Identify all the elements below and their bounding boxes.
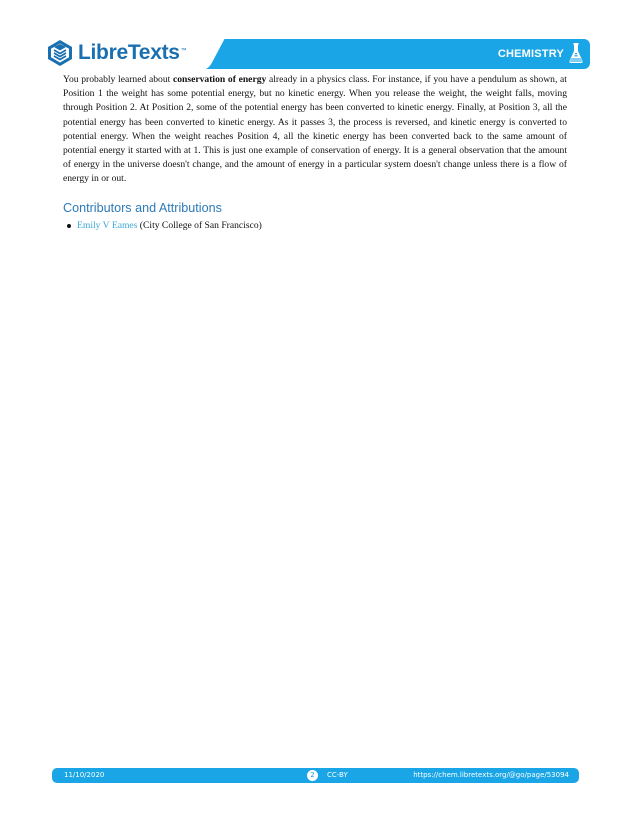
page-footer xyxy=(52,768,579,783)
paragraph-text-rest: already in a physics class. For instance, if you have a pendulum as shown, at Position 1 the weight has some potential energy, but no kinetic energy. When you release the weight, the weight falls, moving through Position 2. At Position 2, some of the potential energy has been converted to kinetic energy. Finally, at Position 3, all the potential energy has been converted to kinetic energy. As it passes 3, the process is reversed, and kinetic energy is converted to potential energy. When the weight reaches Position 4, all the kinetic energy has been converted back to the same amount of potential energy it started with at 1. This is just one example of conservation of energy. It is a general observation that the amount of energy in the universe doesn't change, and the amount of energy in a particular system doesn't change unless there is a flow of energy in or out. xyxy=(63,74,567,185)
page-number-badge: 2 xyxy=(307,770,318,781)
logo-trademark: ™ xyxy=(180,48,187,54)
page-header xyxy=(38,36,590,70)
key-term-conservation-of-energy: conservation of energy xyxy=(172,74,267,85)
contributors-list xyxy=(63,219,567,233)
footer-date: 11/10/2020 xyxy=(64,771,105,779)
page-url-link[interactable]: https://chem.libretexts.org/@go/page/53094 xyxy=(413,771,569,779)
contributor-link[interactable]: Emily V Eames xyxy=(77,219,138,231)
page-content xyxy=(63,73,567,233)
body-paragraph xyxy=(63,73,567,187)
bullet-icon xyxy=(67,224,71,228)
section-heading-contributors: Contributors and Attributions xyxy=(63,200,222,215)
paragraph-text-start: You probably learned about xyxy=(63,74,173,85)
license-label: CC-BY xyxy=(327,771,348,779)
subject-label: CHEMISTRY xyxy=(497,48,564,60)
flask-icon xyxy=(568,42,584,64)
logo-wordmark: LibreTexts xyxy=(78,41,180,64)
libretexts-logo[interactable] xyxy=(46,38,187,68)
list-item xyxy=(67,219,567,233)
libretexts-logo-icon xyxy=(46,39,74,67)
contributor-affiliation: (City College of San Francisco) xyxy=(137,219,262,231)
